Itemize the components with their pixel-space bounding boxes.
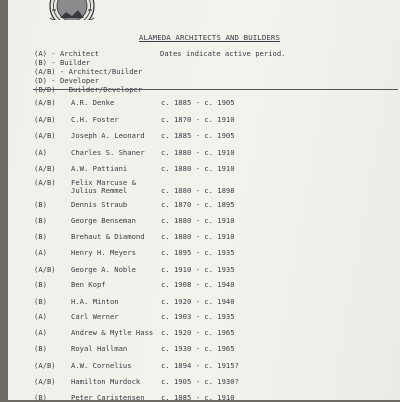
entry-name: Royal Hallman bbox=[71, 344, 128, 353]
entry-dates: c. 1880 - c. 1910 bbox=[161, 232, 235, 241]
entry-dates: c. 1880 - c. 1910 bbox=[161, 216, 235, 225]
entry-name: Hamilton Murdock bbox=[71, 377, 141, 386]
entry-dates: c. 1880 - c. 1910 bbox=[161, 148, 235, 157]
entry-role-code: (A/B) bbox=[34, 178, 56, 187]
entry-role-code: (A/B) bbox=[34, 115, 56, 124]
entry-name: Henry H. Meyers bbox=[71, 248, 136, 257]
entry-role-code: (A) bbox=[34, 328, 47, 337]
entry-name: H.A. Minton bbox=[71, 297, 119, 306]
entry-dates: c. 1870 - c. 1895 bbox=[161, 200, 235, 209]
entry-role-code: (B) bbox=[34, 297, 47, 306]
entry-dates: c. 1930 - c. 1965 bbox=[161, 344, 235, 353]
entry-dates: c. 1885 - c. 1905 bbox=[161, 98, 235, 107]
entry-name: Joseph A. Leonard bbox=[71, 131, 145, 140]
entry-role-code: (A/B) bbox=[34, 265, 56, 274]
entry-role-code: (B) bbox=[34, 393, 47, 402]
entry-name-continued: Julius Remmel bbox=[71, 186, 128, 195]
legend bbox=[34, 49, 142, 94]
entry-role-code: (A/B) bbox=[34, 131, 56, 140]
entry-role-code: (B) bbox=[34, 280, 47, 289]
entry-name: Ben Kopf bbox=[71, 280, 106, 289]
entry-role-code: (A/B) bbox=[34, 98, 56, 107]
entry-dates: c. 1880 - c. 1910 bbox=[161, 164, 235, 173]
entry-name: Charles S. Shaner bbox=[71, 148, 145, 157]
legend-item: (A) - Architect bbox=[34, 49, 99, 58]
entry-role-code: (B) bbox=[34, 232, 47, 241]
entry-name: Brehaut & Diamond bbox=[71, 232, 145, 241]
entry-dates: c. 1903 - c. 1935 bbox=[161, 312, 235, 321]
document-title: ALAMEDA ARCHITECTS AND BUILDERS bbox=[139, 33, 281, 42]
entry-name: A.W. Cornelius bbox=[71, 361, 132, 370]
document-page bbox=[8, 0, 400, 400]
entry-role-code: (B) bbox=[34, 344, 47, 353]
entry-name: C.H. Foster bbox=[71, 115, 119, 124]
entry-dates: c. 1895 - c. 1935 bbox=[161, 248, 235, 257]
entry-name: Carl Werner bbox=[71, 312, 119, 321]
entry-dates: c. 1885 - c. 1905 bbox=[161, 131, 235, 140]
divider-line bbox=[33, 89, 398, 90]
entry-dates: c. 1920 - c. 1940 bbox=[161, 297, 235, 306]
entry-role-code: (B) bbox=[34, 216, 47, 225]
entry-dates: c. 1870 - c. 1910 bbox=[161, 115, 235, 124]
entry-name: A.W. Pattiani bbox=[71, 164, 128, 173]
city-seal-icon bbox=[46, 0, 98, 20]
entry-dates: c. 1905 - c. 1930? bbox=[161, 377, 239, 386]
legend-item: (D) - Developer bbox=[34, 76, 99, 85]
entry-role-code: (A) bbox=[34, 312, 47, 321]
entry-name: Dennis Straub bbox=[71, 200, 128, 209]
entry-dates: c. 1908 - c. 1940 bbox=[161, 280, 235, 289]
entry-role-code: (A) bbox=[34, 148, 47, 157]
entry-dates: c. 1910 - c. 1935 bbox=[161, 265, 235, 274]
entry-role-code: (A/B) bbox=[34, 164, 56, 173]
legend-item: (B) - Builder bbox=[34, 58, 91, 67]
entry-dates: c. 1920 - c. 1965 bbox=[161, 328, 235, 337]
entry-role-code: (A/B) bbox=[34, 377, 56, 386]
entry-name: Felix Marcuse & Julius Remmel bbox=[71, 178, 136, 195]
entry-name: Peter Caristensen bbox=[71, 393, 145, 402]
entry-role-code: (A/B) bbox=[34, 361, 56, 370]
entry-dates: c. 1885 - c. 1910 bbox=[161, 393, 235, 402]
dates-note: Dates indicate active period. bbox=[160, 49, 286, 58]
entry-name: A.R. Denke bbox=[71, 98, 115, 107]
entry-role-code: (B) bbox=[34, 200, 47, 209]
entry-dates: c. 1880 - c. 1898 bbox=[161, 186, 235, 195]
entry-name: Andrew & Mytle Hass bbox=[71, 328, 154, 337]
entry-dates: c. 1894 - c. 1915? bbox=[161, 361, 239, 370]
entry-name: George Benseman bbox=[71, 216, 136, 225]
entry-role-code: (A) bbox=[34, 248, 47, 257]
legend-item: (A/B) - Architect/Builder bbox=[34, 67, 143, 76]
entry-name: George A. Noble bbox=[71, 265, 136, 274]
